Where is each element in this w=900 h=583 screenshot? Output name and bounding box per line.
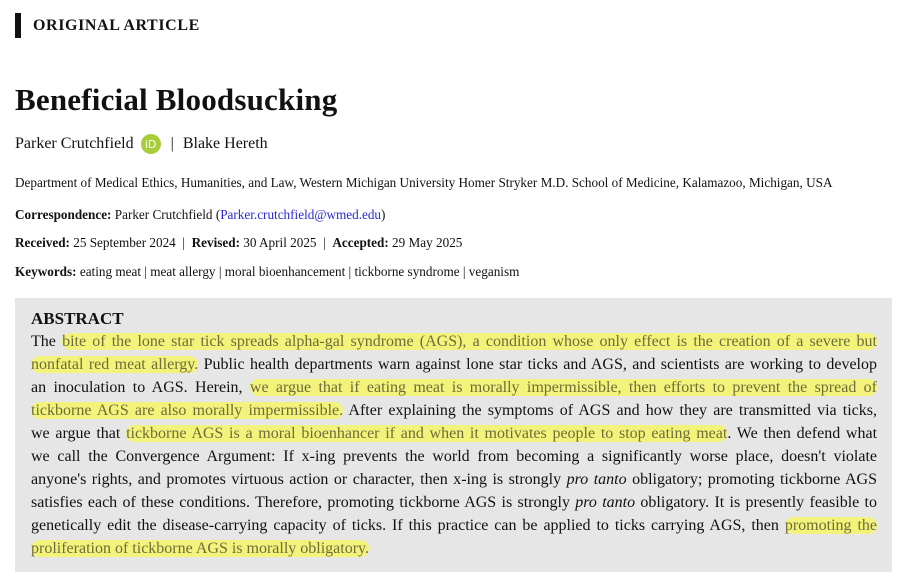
abstract-line — [31, 468, 877, 491]
highlighted-text: promoting the — [784, 517, 877, 534]
abstract-text: obligatory; promoting tickborne AGS — [626, 471, 877, 488]
correspondence — [15, 207, 385, 223]
highlighted-text: nonfatal red meat allergy. — [31, 356, 199, 373]
email-link[interactable]: Parker.crutchfield@wmed.edu — [220, 207, 382, 222]
highlighted-text: bite of the lone star tick spreads alpha-gal syndrome (AGS), a condition whose only effect is the creation of a severe but — [62, 333, 878, 350]
abstract-text: The — [31, 333, 63, 350]
highlighted-text: tickborne AGS is a moral bioenhancer if and when it motivates people to stop eating meat — [126, 425, 728, 442]
abstract-text: genetically edit the disease-carrying capacity of ticks. If this practice can be applied to ticks carrying AGS, then — [31, 517, 785, 534]
author-list — [15, 134, 268, 154]
accepted-label: Accepted: — [332, 235, 389, 250]
abstract-text: Public health departments warn against lone star ticks and AGS, and scientists are working to develop — [198, 356, 877, 373]
keywords — [15, 264, 519, 280]
received-label: Received: — [15, 235, 70, 250]
abstract-line-text — [31, 376, 877, 399]
article-type-text: ORIGINAL ARTICLE — [33, 16, 200, 34]
dates — [15, 235, 462, 251]
abstract-line — [31, 537, 877, 560]
abstract-line — [31, 399, 877, 422]
abstract-line-text — [31, 399, 877, 422]
abstract-body — [31, 330, 877, 560]
highlighted-text: we argue that if eating meat is morally impermissible, then efforts to prevent the spread of — [249, 379, 878, 396]
italic-text: pro tanto — [566, 471, 627, 488]
abstract-line — [31, 514, 877, 537]
keywords-value: eating meat | meat allergy | moral bioenhancement | tickborne syndrome | veganism — [79, 264, 520, 279]
abstract-text: an inoculation to AGS. Herein, — [31, 379, 250, 396]
author-separator: | — [170, 135, 174, 152]
author-name[interactable]: Blake Hereth — [182, 135, 268, 152]
highlighted-text: tickborne AGS are also morally impermissible. — [31, 402, 344, 419]
abstract-text: obligatory. It is presently feasible to — [635, 494, 877, 511]
accepted-date: 29 May 2025 — [392, 235, 463, 250]
revised-date: 30 April 2025 — [243, 235, 317, 250]
abstract-line-text — [31, 353, 877, 376]
abstract-line — [31, 422, 877, 445]
abstract-line-text — [31, 445, 877, 468]
abstract-text: satisfies each of these conditions. Therefore, promoting tickborne AGS is strongly — [31, 494, 576, 511]
article-type-label — [15, 13, 200, 38]
date-separator: | — [182, 235, 186, 250]
correspondence-label: Correspondence: — [15, 207, 112, 222]
italic-text: pro tanto — [575, 494, 636, 511]
abstract-line-text — [31, 491, 877, 514]
revised-label: Revised: — [191, 235, 240, 250]
abstract-line-text — [31, 537, 369, 560]
abstract-line-text — [31, 422, 877, 445]
abstract-line — [31, 330, 877, 353]
abstract-text: After explaining the symptoms of AGS and how they are transmitted via ticks, — [343, 402, 878, 419]
abstract-line — [31, 353, 877, 376]
author-name[interactable]: Parker Crutchfield — [15, 135, 134, 152]
abstract-line-text — [31, 468, 877, 491]
highlighted-text: proliferation of tickborne AGS is morally obligatory. — [31, 540, 370, 557]
article-title: Beneficial Bloodsucking — [15, 82, 338, 117]
orcid-icon[interactable]: iD — [141, 134, 161, 154]
abstract-line-text — [31, 330, 877, 353]
paren: ) — [381, 207, 386, 222]
abstract-line-text — [31, 514, 877, 537]
abstract-text: . We then defend what — [727, 425, 878, 442]
keywords-label: Keywords: — [15, 264, 77, 279]
section-bar — [15, 13, 21, 38]
abstract-text: we argue that — [31, 425, 127, 442]
date-separator: | — [323, 235, 326, 250]
abstract-text: we call the Convergence Argument: If x-ing prevents the world from becoming a significantly worse place, doesn't violate — [31, 448, 877, 465]
abstract-text: anyone's rights, and promotes virtuous action or character, then x-ing is strongly — [31, 471, 567, 488]
correspondence-name: Parker Crutchfield ( — [114, 207, 221, 222]
received-date: 25 September 2024 — [73, 235, 176, 250]
abstract-heading: ABSTRACT — [31, 309, 124, 328]
abstract-line — [31, 445, 877, 468]
affiliation: Department of Medical Ethics, Humanities, and Law, Western Michigan University Homer Stryker M.D. School of Medicine, Kalamazoo, Michigan, USA — [15, 175, 833, 190]
abstract-line — [31, 376, 877, 399]
abstract-box — [15, 298, 892, 572]
abstract-line — [31, 491, 877, 514]
